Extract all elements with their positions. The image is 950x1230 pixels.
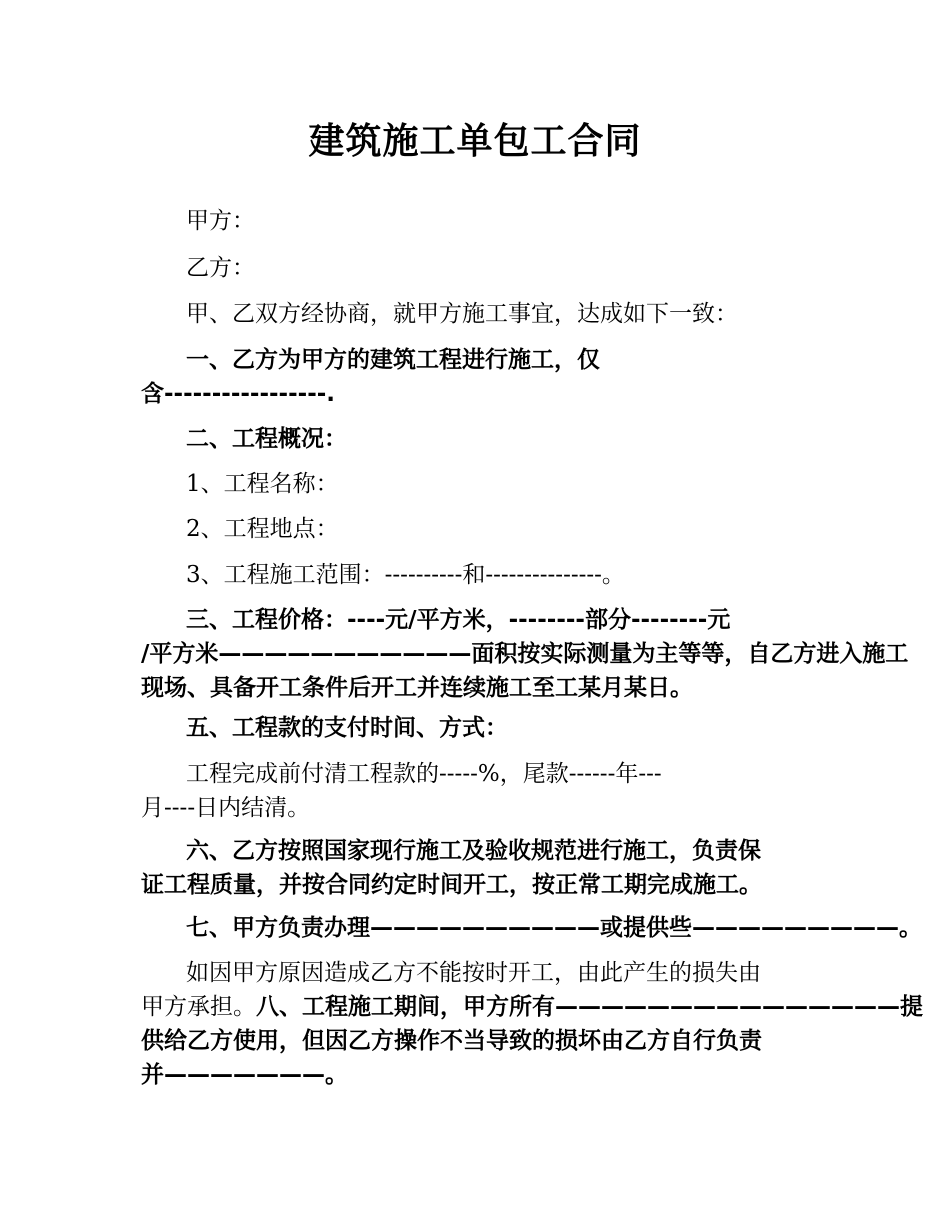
section-5-heading-text: 五、工程款的支付时间、方式：: [186, 715, 508, 741]
section-8-line-3: 并———————。: [141, 1062, 348, 1088]
document-title: 建筑施工单包工合同: [308, 121, 642, 162]
section-3-line-1: 三、工程价格：----元/平方米，--------部分--------元: [186, 607, 731, 633]
closing-line-1: 如因甲方原因造成乙方不能按时开工，由此产生的损失由: [186, 960, 761, 986]
section-7-paragraph: [141, 911, 922, 945]
section-3-line-2: /平方米———————————面积按实际测量为主等等，自乙方进入施工: [141, 641, 909, 667]
section-2-item-2: [141, 512, 858, 546]
section-1-line-1: 一、乙方为甲方的建筑工程进行施工，仅: [186, 347, 600, 373]
section-5-line-1: 工程完成前付清工程款的-----%，尾款------年---: [186, 761, 662, 787]
section-1-paragraph: [141, 343, 813, 411]
section-2-heading: [141, 422, 858, 456]
project-location-label: 2、工程地点：: [186, 516, 339, 542]
section-2-item-3: [141, 558, 858, 592]
section-1-line-2: 含-----------------.: [141, 381, 336, 407]
section-6-paragraph: [141, 834, 813, 902]
section-5-line-2: 月----日内结清。: [141, 795, 311, 821]
closing-line-2: [141, 990, 923, 1024]
section-5-paragraph: [141, 757, 813, 825]
party-b-label: 乙方：: [186, 255, 255, 281]
section-2-heading-text: 二、工程概况：: [186, 426, 347, 452]
section-8-line-2: 供给乙方使用，但因乙方操作不当导致的损坏由乙方自行负责: [141, 1028, 762, 1054]
section-6-line-2: 证工程质量，并按合同约定时间开工，按正常工期完成施工。: [141, 872, 762, 898]
section-3-paragraph: [141, 603, 909, 705]
closing-line-2-regular: 甲方承担。: [141, 994, 256, 1020]
intro-paragraph: [141, 297, 858, 331]
project-name-label: 1、工程名称：: [186, 471, 339, 497]
section-5-heading: [141, 711, 858, 745]
closing-paragraph: [141, 956, 923, 1092]
section-8-start: 八、工程施工期间，甲方所有———————————————提: [256, 994, 923, 1020]
project-scope-label: 3、工程施工范围：----------和---------------。: [186, 562, 625, 588]
section-6-line-1: 六、乙方按照国家现行施工及验收规范进行施工，负责保: [186, 838, 761, 864]
section-2-item-1: [141, 467, 858, 501]
party-b-line: [141, 251, 858, 285]
party-a-label: 甲方：: [186, 208, 255, 234]
section-7-line-1: 七、甲方负责办理——————————或提供些—————————。: [186, 915, 922, 941]
intro-text: 甲、乙双方经协商，就甲方施工事宜，达成如下一致：: [186, 301, 738, 327]
section-3-line-3: 现场、具备开工条件后开工并连续施工至工某月某日。: [141, 675, 693, 701]
party-a-line: [141, 204, 858, 238]
